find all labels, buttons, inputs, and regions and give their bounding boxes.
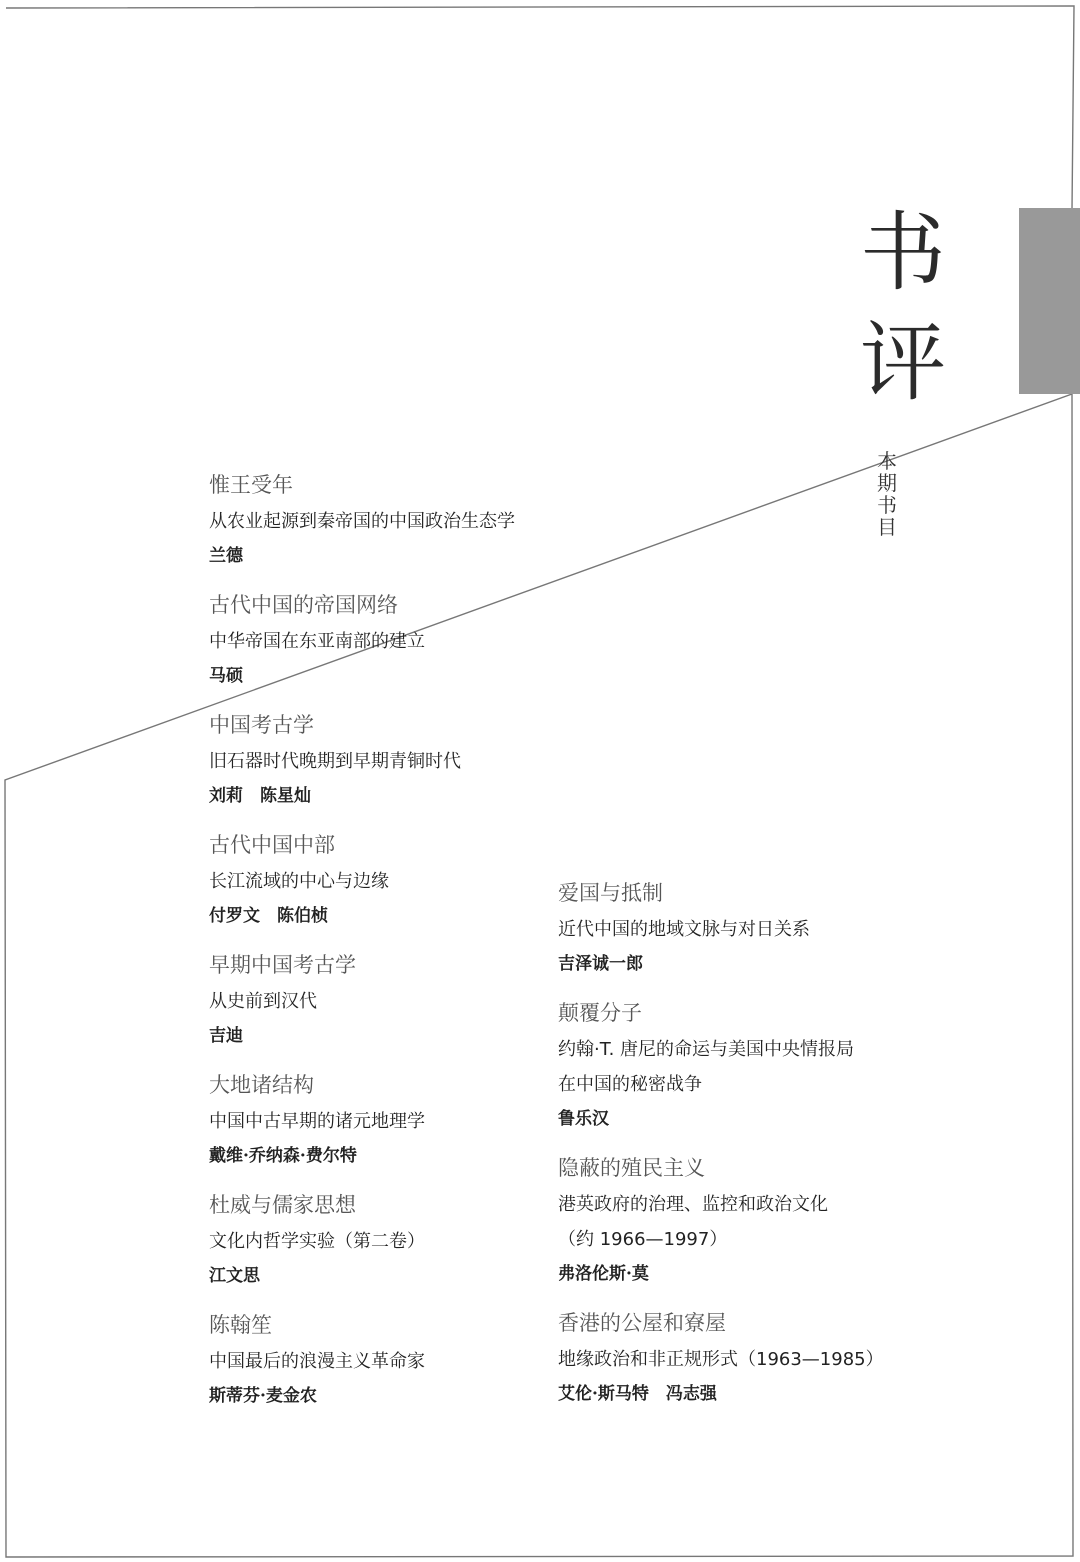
book-title: 香港的公屋和寮屋 bbox=[558, 1311, 726, 1335]
book-title: 大地诸结构 bbox=[209, 1073, 314, 1097]
book-author: 江文思 bbox=[209, 1266, 260, 1286]
book-subtitle: 在中国的秘密战争 bbox=[558, 1074, 702, 1095]
book-author: 吉迪 bbox=[209, 1026, 243, 1046]
book-title: 颠覆分子 bbox=[558, 1001, 642, 1025]
book-subtitle: 近代中国的地域文脉与对日关系 bbox=[558, 919, 810, 940]
book-title: 古代中国中部 bbox=[209, 833, 335, 857]
book-title: 惟王受年 bbox=[209, 473, 293, 497]
book-title: 早期中国考古学 bbox=[209, 953, 356, 977]
section-title-char: 书 bbox=[860, 203, 946, 303]
section-subtitle-char: 目 bbox=[877, 515, 897, 539]
book-subtitle: 长江流域的中心与边缘 bbox=[209, 871, 389, 892]
section-subtitle-char: 书 bbox=[877, 493, 897, 517]
book-subtitle: 约翰·T. 唐尼的命运与美国中央情报局 bbox=[558, 1039, 855, 1060]
book-author: 刘莉 陈星灿 bbox=[209, 786, 311, 806]
book-author: 艾伦·斯马特 冯志强 bbox=[558, 1384, 717, 1404]
book-subtitle: 港英政府的治理、监控和政治文化 bbox=[558, 1194, 828, 1215]
book-subtitle: 从史前到汉代 bbox=[209, 991, 317, 1012]
section-title-char: 评 bbox=[860, 313, 946, 413]
book-entry bbox=[558, 1153, 978, 1308]
book-author: 兰德 bbox=[209, 546, 243, 566]
section-subtitle-char: 本 bbox=[877, 449, 897, 473]
book-title: 爱国与抵制 bbox=[558, 881, 663, 905]
book-entry bbox=[209, 590, 669, 710]
book-entry bbox=[209, 710, 669, 830]
book-title: 古代中国的帝国网络 bbox=[209, 593, 398, 617]
book-title: 中国考古学 bbox=[209, 713, 314, 737]
book-subtitle: 中华帝国在东亚南部的建立 bbox=[209, 631, 425, 652]
section-subtitle-char: 期 bbox=[877, 471, 897, 495]
book-author: 弗洛伦斯·莫 bbox=[558, 1264, 649, 1284]
book-author: 吉泽诚一郎 bbox=[558, 954, 643, 974]
book-subtitle: 中国中古早期的诸元地理学 bbox=[209, 1111, 425, 1132]
book-subtitle: 地缘政治和非正规形式（1963—1985） bbox=[558, 1349, 884, 1370]
book-entry bbox=[558, 878, 978, 998]
book-list-right bbox=[558, 878, 978, 1428]
book-title: 陈翰笙 bbox=[209, 1313, 272, 1337]
book-author: 马硕 bbox=[209, 666, 243, 686]
book-entry bbox=[558, 1308, 978, 1428]
book-title: 隐蔽的殖民主义 bbox=[558, 1156, 705, 1180]
book-title: 杜威与儒家思想 bbox=[209, 1193, 356, 1217]
book-entry bbox=[209, 470, 669, 590]
book-author: 斯蒂芬·麦金农 bbox=[209, 1386, 317, 1406]
book-subtitle: 中国最后的浪漫主义革命家 bbox=[209, 1351, 425, 1372]
book-author: 鲁乐汉 bbox=[558, 1109, 609, 1129]
book-entry bbox=[558, 998, 978, 1153]
section-subtitle bbox=[874, 450, 900, 538]
section-tab bbox=[1019, 208, 1080, 394]
book-subtitle: 从农业起源到秦帝国的中国政治生态学 bbox=[209, 511, 515, 532]
book-author: 付罗文 陈伯桢 bbox=[209, 906, 328, 926]
book-author: 戴维·乔纳森·费尔特 bbox=[209, 1146, 357, 1166]
book-subtitle: 文化内哲学实验（第二卷） bbox=[209, 1231, 425, 1252]
book-subtitle: 旧石器时代晚期到早期青铜时代 bbox=[209, 751, 461, 772]
section-title bbox=[848, 198, 958, 418]
book-subtitle: （约 1966—1997） bbox=[558, 1229, 728, 1250]
